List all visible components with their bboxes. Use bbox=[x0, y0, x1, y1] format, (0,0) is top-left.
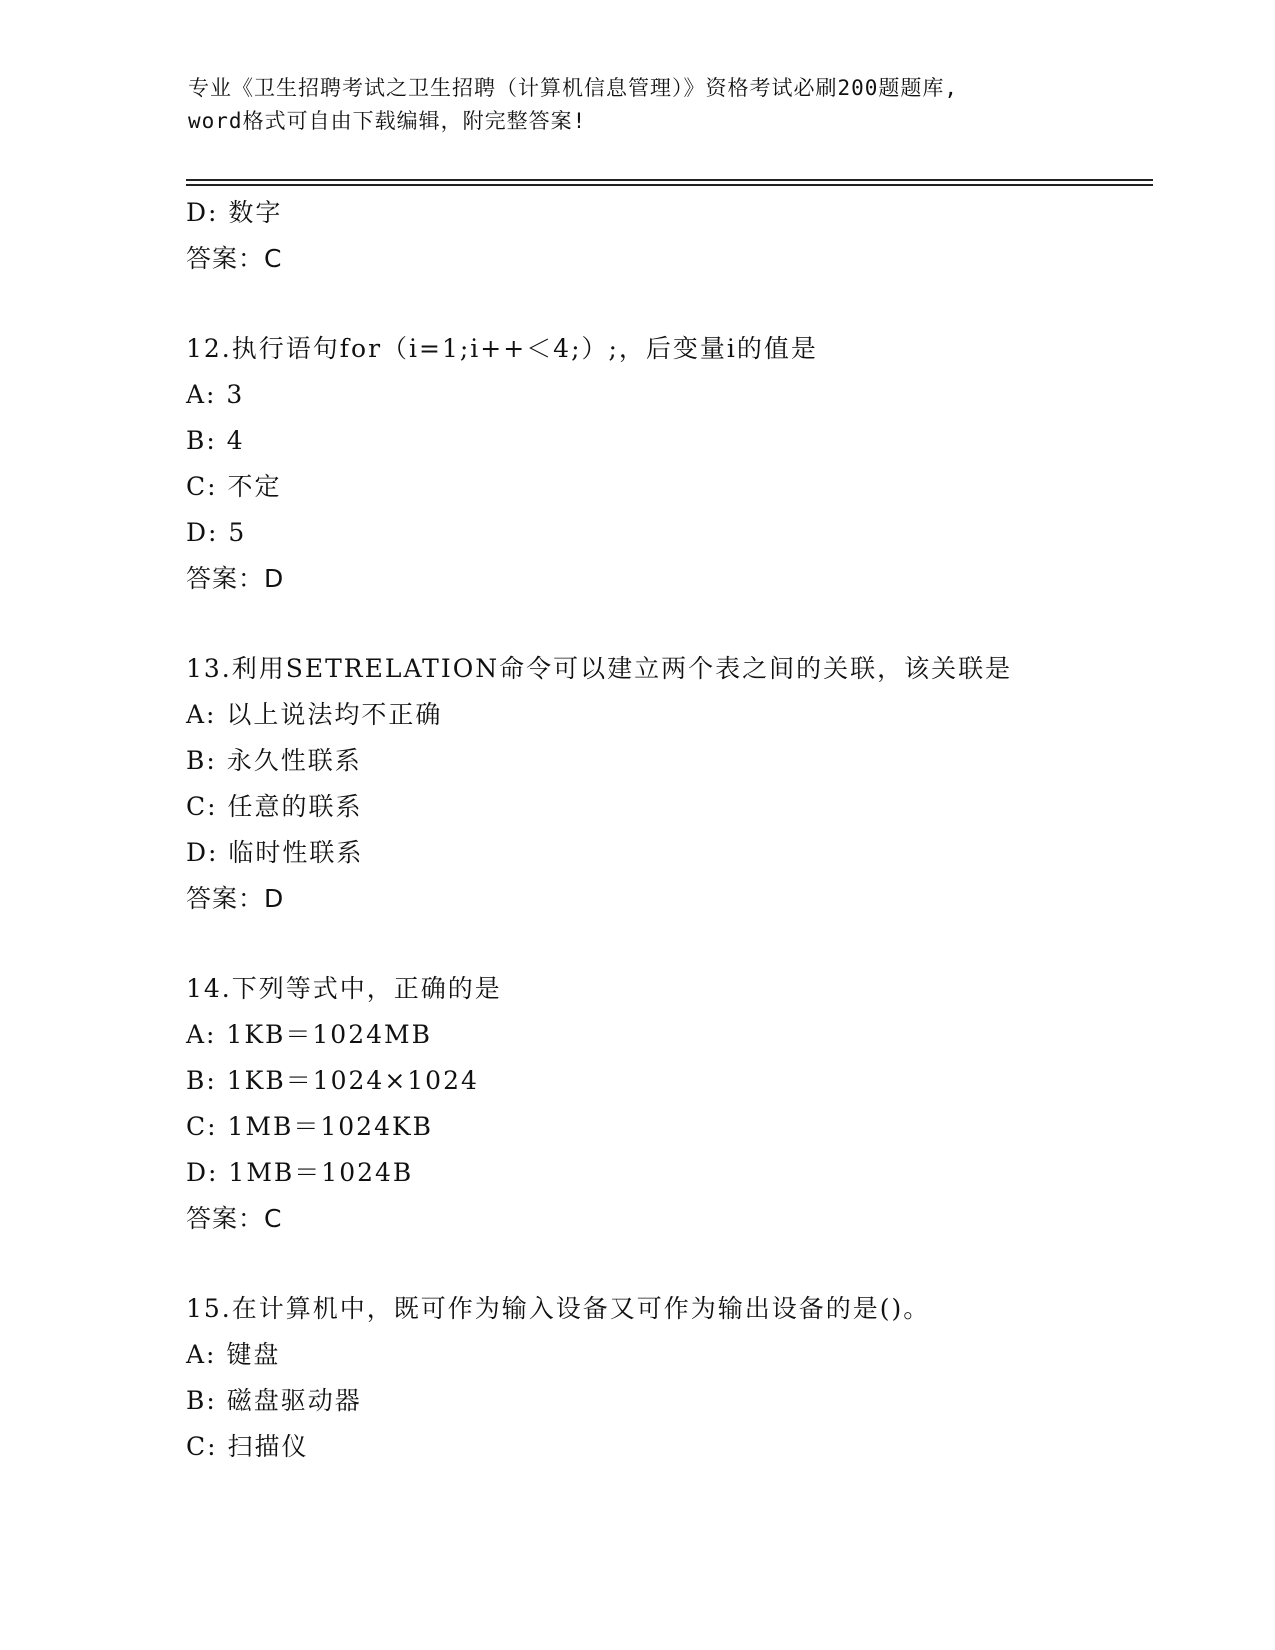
option-d: D: 1MB＝1024B bbox=[186, 1158, 414, 1187]
question-15 bbox=[186, 1286, 1146, 1470]
question-12 bbox=[186, 326, 1146, 602]
option-c: C: 任意的联系 bbox=[186, 792, 363, 821]
header-line-1: 专业《卫生招聘考试之卫生招聘（计算机信息管理）》资格考试必刷200题题库, bbox=[188, 76, 959, 100]
option-b: B: 磁盘驱动器 bbox=[186, 1386, 362, 1415]
option-a: A: 以上说法均不正确 bbox=[186, 700, 443, 729]
answer: 答案：C bbox=[186, 1204, 283, 1233]
option-d: D: 临时性联系 bbox=[186, 838, 364, 867]
question-list bbox=[186, 190, 1146, 1470]
question-13 bbox=[186, 646, 1146, 922]
option-a: A: 3 bbox=[186, 380, 245, 409]
document-header bbox=[188, 72, 1088, 138]
header-divider-top bbox=[186, 179, 1153, 181]
question-14 bbox=[186, 966, 1146, 1242]
header-divider-bottom bbox=[186, 184, 1153, 186]
option-d: D: 5 bbox=[186, 518, 247, 547]
option-d: D: 数字 bbox=[186, 198, 283, 227]
answer: 答案：C bbox=[186, 244, 283, 273]
question-stem: 12.执行语句for（i=1;i++＜4;）;，后变量i的值是 bbox=[186, 334, 818, 363]
option-c: C: 不定 bbox=[186, 472, 282, 501]
option-b: B: 4 bbox=[186, 426, 245, 455]
answer: 答案：D bbox=[186, 884, 285, 913]
option-a: A: 1KB＝1024MB bbox=[186, 1020, 432, 1049]
option-a: A: 键盘 bbox=[186, 1340, 281, 1369]
option-c: C: 1MB＝1024KB bbox=[186, 1112, 434, 1141]
header-line-2: word格式可自由下载编辑，附完整答案! bbox=[188, 109, 587, 133]
answer: 答案：D bbox=[186, 564, 285, 593]
option-b: B: 永久性联系 bbox=[186, 746, 362, 775]
question-stem: 14.下列等式中，正确的是 bbox=[186, 974, 502, 1003]
option-b: B: 1KB＝1024×1024 bbox=[186, 1066, 479, 1095]
option-c: C: 扫描仪 bbox=[186, 1432, 309, 1461]
question-stem: 15.在计算机中，既可作为输入设备又可作为输出设备的是()。 bbox=[186, 1294, 931, 1323]
question-stem: 13.利用SETRELATION命令可以建立两个表之间的关联，该关联是 bbox=[186, 654, 1013, 683]
